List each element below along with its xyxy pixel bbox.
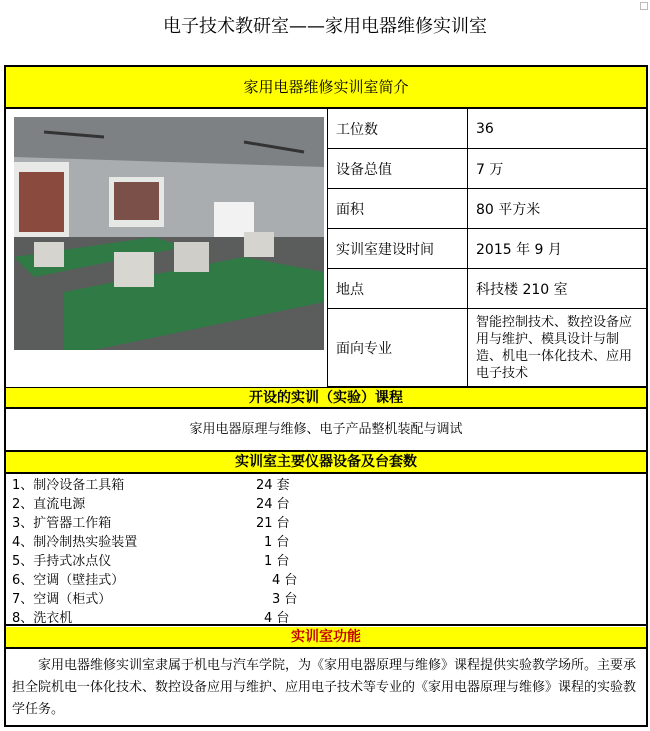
function-header: 实训室功能 [6, 627, 646, 649]
info-value: 7 万 [467, 149, 646, 189]
list-item [6, 550, 646, 569]
equipment-name: 5、手持式冰点仪 [12, 554, 112, 569]
equipment-qty: 4 台 [264, 611, 290, 626]
info-value: 80 平方米 [467, 189, 646, 229]
list-item [6, 588, 646, 607]
equipment-name: 3、扩管器工作箱 [12, 516, 112, 531]
equipment-name: 1、制冷设备工具箱 [12, 478, 125, 493]
list-item [6, 493, 646, 512]
equipment-qty: 3 台 [272, 592, 298, 607]
info-label: 实训室建设时间 [327, 229, 467, 269]
page-corner-mark [640, 2, 648, 10]
lab-photo [14, 117, 324, 350]
equipment-name: 2、直流电源 [12, 497, 86, 512]
info-label: 面向专业 [327, 309, 467, 387]
info-value: 36 [467, 109, 646, 149]
equipment-qty: 4 台 [272, 573, 298, 588]
list-item [6, 531, 646, 550]
info-label: 地点 [327, 269, 467, 309]
equipment-qty: 24 台 [256, 497, 290, 512]
function-text: 家用电器维修实训室隶属于机电与汽车学院，为《家用电器原理与维修》课程提供实验教学场所。主要承担全院机电一体化技术、数控设备应用与维护、应用电子技术等专业的《家用电器原理与维修》课程的实验教学任务。 [12, 658, 637, 717]
list-item [6, 474, 646, 493]
info-label: 面积 [327, 189, 467, 229]
equipment-qty: 24 套 [256, 478, 290, 493]
equipment-name: 6、空调（壁挂式） [12, 573, 125, 588]
list-item [6, 607, 646, 626]
page-title: 电子技术教研室——家用电器维修实训室 [163, 16, 487, 37]
equipment-qty: 21 台 [256, 516, 290, 531]
equipment-list [6, 474, 646, 626]
equipment-header: 实训室主要仪器设备及台套数 [6, 452, 646, 474]
courses-text: 家用电器原理与维修、电子产品整机装配与调试 [6, 409, 646, 452]
lab-info-table [4, 65, 648, 727]
equipment-name: 8、洗衣机 [12, 611, 73, 626]
list-item [6, 512, 646, 531]
equipment-name: 7、空调（柜式） [12, 592, 112, 607]
equipment-qty: 1 台 [264, 535, 290, 550]
intro-header: 家用电器维修实训室简介 [6, 67, 646, 109]
list-item [6, 569, 646, 588]
info-value: 科技楼 210 室 [467, 269, 646, 309]
equipment-name: 4、制冷制热实验装置 [12, 535, 138, 550]
courses-header: 开设的实训（实验）课程 [6, 387, 646, 409]
info-value: 智能控制技术、数控设备应用与维护、模具设计与制造、机电一体化技术、应用电子技术 [467, 309, 646, 387]
info-value: 2015 年 9 月 [467, 229, 646, 269]
equipment-qty: 1 台 [264, 554, 290, 569]
info-label: 设备总值 [327, 149, 467, 189]
info-label: 工位数 [327, 109, 467, 149]
